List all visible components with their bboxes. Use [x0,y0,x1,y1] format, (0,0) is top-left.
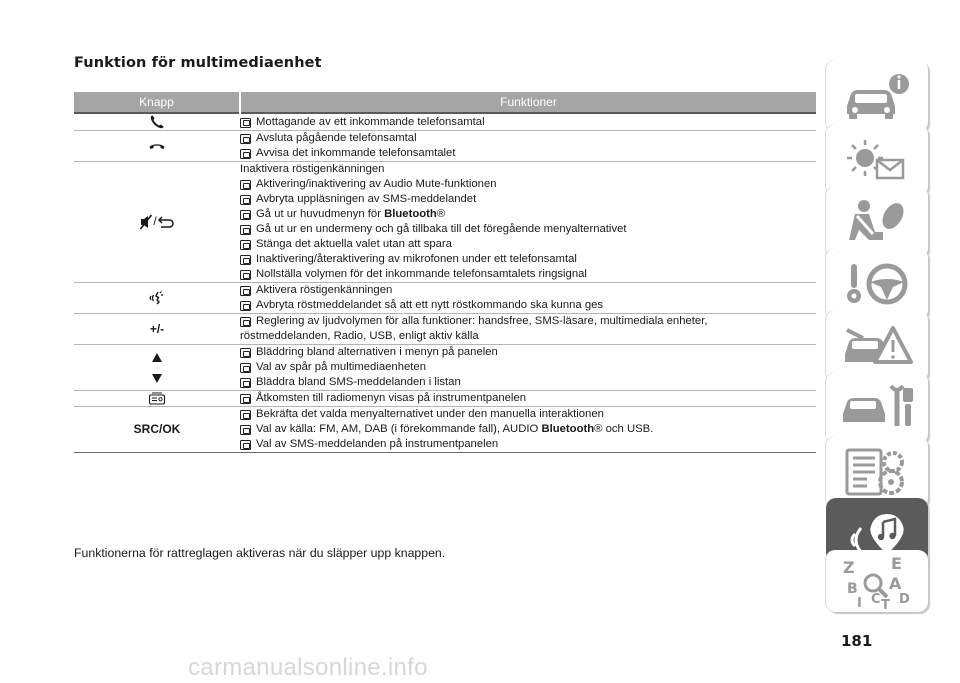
table-row [74,283,816,314]
functions-table [74,92,816,453]
bullet-icon [240,180,251,190]
function-cell [240,391,816,407]
index-letter: D [899,592,910,607]
car-tools-icon [837,380,917,436]
table-row [74,314,816,345]
footnote: Funktionerna för rattreglagen aktiveras när du släpper upp knappen. [74,546,446,560]
nav-tab-car-info[interactable] [826,60,928,132]
function-line: Avvisa det inkommande telefonsamtalet [240,146,816,161]
button-cell [74,283,240,314]
function-line: Val av spår på multimediaenheten [240,360,816,375]
nav-tab-maintenance[interactable] [826,372,928,444]
index-letter: B [847,581,858,597]
table-row [74,391,816,407]
function-line: Gå ut ur huvudmenyn för Bluetooth® [240,207,816,222]
header-funktioner: Funktioner [240,92,816,113]
function-line: Inaktivering/återaktivering av mikrofonen under ett telefonsamtal [240,252,816,267]
function-cell [240,131,816,162]
function-line: Bläddra bland SMS-meddelanden i listan [240,375,816,390]
arrow-up-down-icon [150,351,164,385]
function-line: Gå ut ur en undermeny och gå tillbaka till det föregående menyalternativet [240,222,816,237]
table-row [74,113,816,131]
function-cell [240,314,816,345]
car-info-icon [837,68,917,124]
function-line: Avbryta uppläsningen av SMS-meddelandet [240,192,816,207]
nav-tab-index[interactable] [826,550,928,612]
index-letter: E [891,554,902,573]
bullet-icon [240,270,251,280]
alphabetical-index-icon [837,553,917,609]
bullet-icon [240,301,251,311]
index-letter: T [881,598,890,609]
function-cell [240,345,816,391]
radio-menu-icon [148,392,166,406]
bullet-icon [240,134,251,144]
function-line: Avbryta röstmeddelandet så att ett nytt röstkommando ska kunna ges [240,298,816,313]
car-accident-warning-icon [837,318,917,374]
index-letter: A [889,574,902,593]
bullet-icon [240,348,251,358]
function-cell [240,162,816,283]
function-line: Bläddring bland alternativen i menyn på panelen [240,345,816,360]
bullet-icon [240,118,251,128]
function-line: Stänga det aktuella valet utan att spara [240,237,816,252]
function-line: Val av SMS-meddelanden på instrumentpanelen [240,437,816,452]
key-steering-wheel-icon [837,256,917,312]
back-arrow-icon [157,215,175,229]
bullet-icon [240,378,251,388]
bullet-icon [240,410,251,420]
function-cell [240,283,816,314]
button-cell: SRC/OK [133,422,181,436]
mute-icon [139,214,153,230]
function-line: Avsluta pågående telefonsamtal [240,131,816,146]
button-cell [74,162,240,283]
bullet-icon [240,210,251,220]
section-title: Funktion för multimediaenhet [74,55,322,71]
function-line: Aktivera röstigenkänningen [240,283,816,298]
button-cell [74,391,240,407]
table-header-row [74,92,816,113]
bullet-icon [240,149,251,159]
function-line: Reglering av ljudvolymen för alla funktioner: handsfree, SMS-läsare, multimediala enheter, [240,314,816,329]
voice-command-icon [148,290,166,306]
warning-light-message-icon [837,132,917,188]
table-row [74,131,816,162]
function-cell [240,113,816,131]
bullet-icon [240,363,251,373]
index-letter: C [871,592,881,607]
function-line: Nollställa volymen för det inkommande telefonsamtalets ringsignal [240,267,816,282]
bullet-icon [240,425,251,435]
table-row [74,407,816,453]
page-number: 181 [841,632,873,650]
function-line: röstmeddelanden, Radio, USB, enligt aktiv källa [240,330,479,342]
function-line: Val av källa: FM, AM, DAB (i förekommande fall), AUDIO Bluetooth® och USB. [240,422,816,437]
function-line: Inaktivera röstigenkänningen [240,163,385,175]
button-cell: +/- [149,321,165,336]
function-line: Bekräfta det valda menyalternativet under den manuella interaktionen [240,407,816,422]
phone-answer-icon [149,114,165,130]
button-cell [74,345,240,391]
bullet-icon [240,225,251,235]
table-row [74,345,816,391]
button-cell [74,131,240,162]
watermark: carmanualsonline.info [188,654,428,681]
index-letter: Z [843,558,855,577]
function-line: Åtkomsten till radiomenyn visas på instrumentpanelen [240,391,816,406]
bullet-icon [240,317,251,327]
header-knapp: Knapp [74,92,240,113]
bullet-icon [240,255,251,265]
bullet-icon [240,440,251,450]
function-line: Mottagande av ett inkommande telefonsamtal [240,115,816,130]
bullet-icon [240,286,251,296]
technical-data-icon [837,444,917,500]
bullet-icon [240,240,251,250]
function-line: Aktivering/inaktivering av Audio Mute-funktionen [240,177,816,192]
button-cell [74,113,240,131]
table-row [74,162,816,283]
bullet-icon [240,195,251,205]
bullet-icon [240,394,251,404]
seatbelt-airbag-icon [837,194,917,250]
function-cell [240,407,816,453]
index-letter: I [857,596,862,609]
phone-hangup-icon [148,140,166,152]
button-separator: / [153,214,157,229]
